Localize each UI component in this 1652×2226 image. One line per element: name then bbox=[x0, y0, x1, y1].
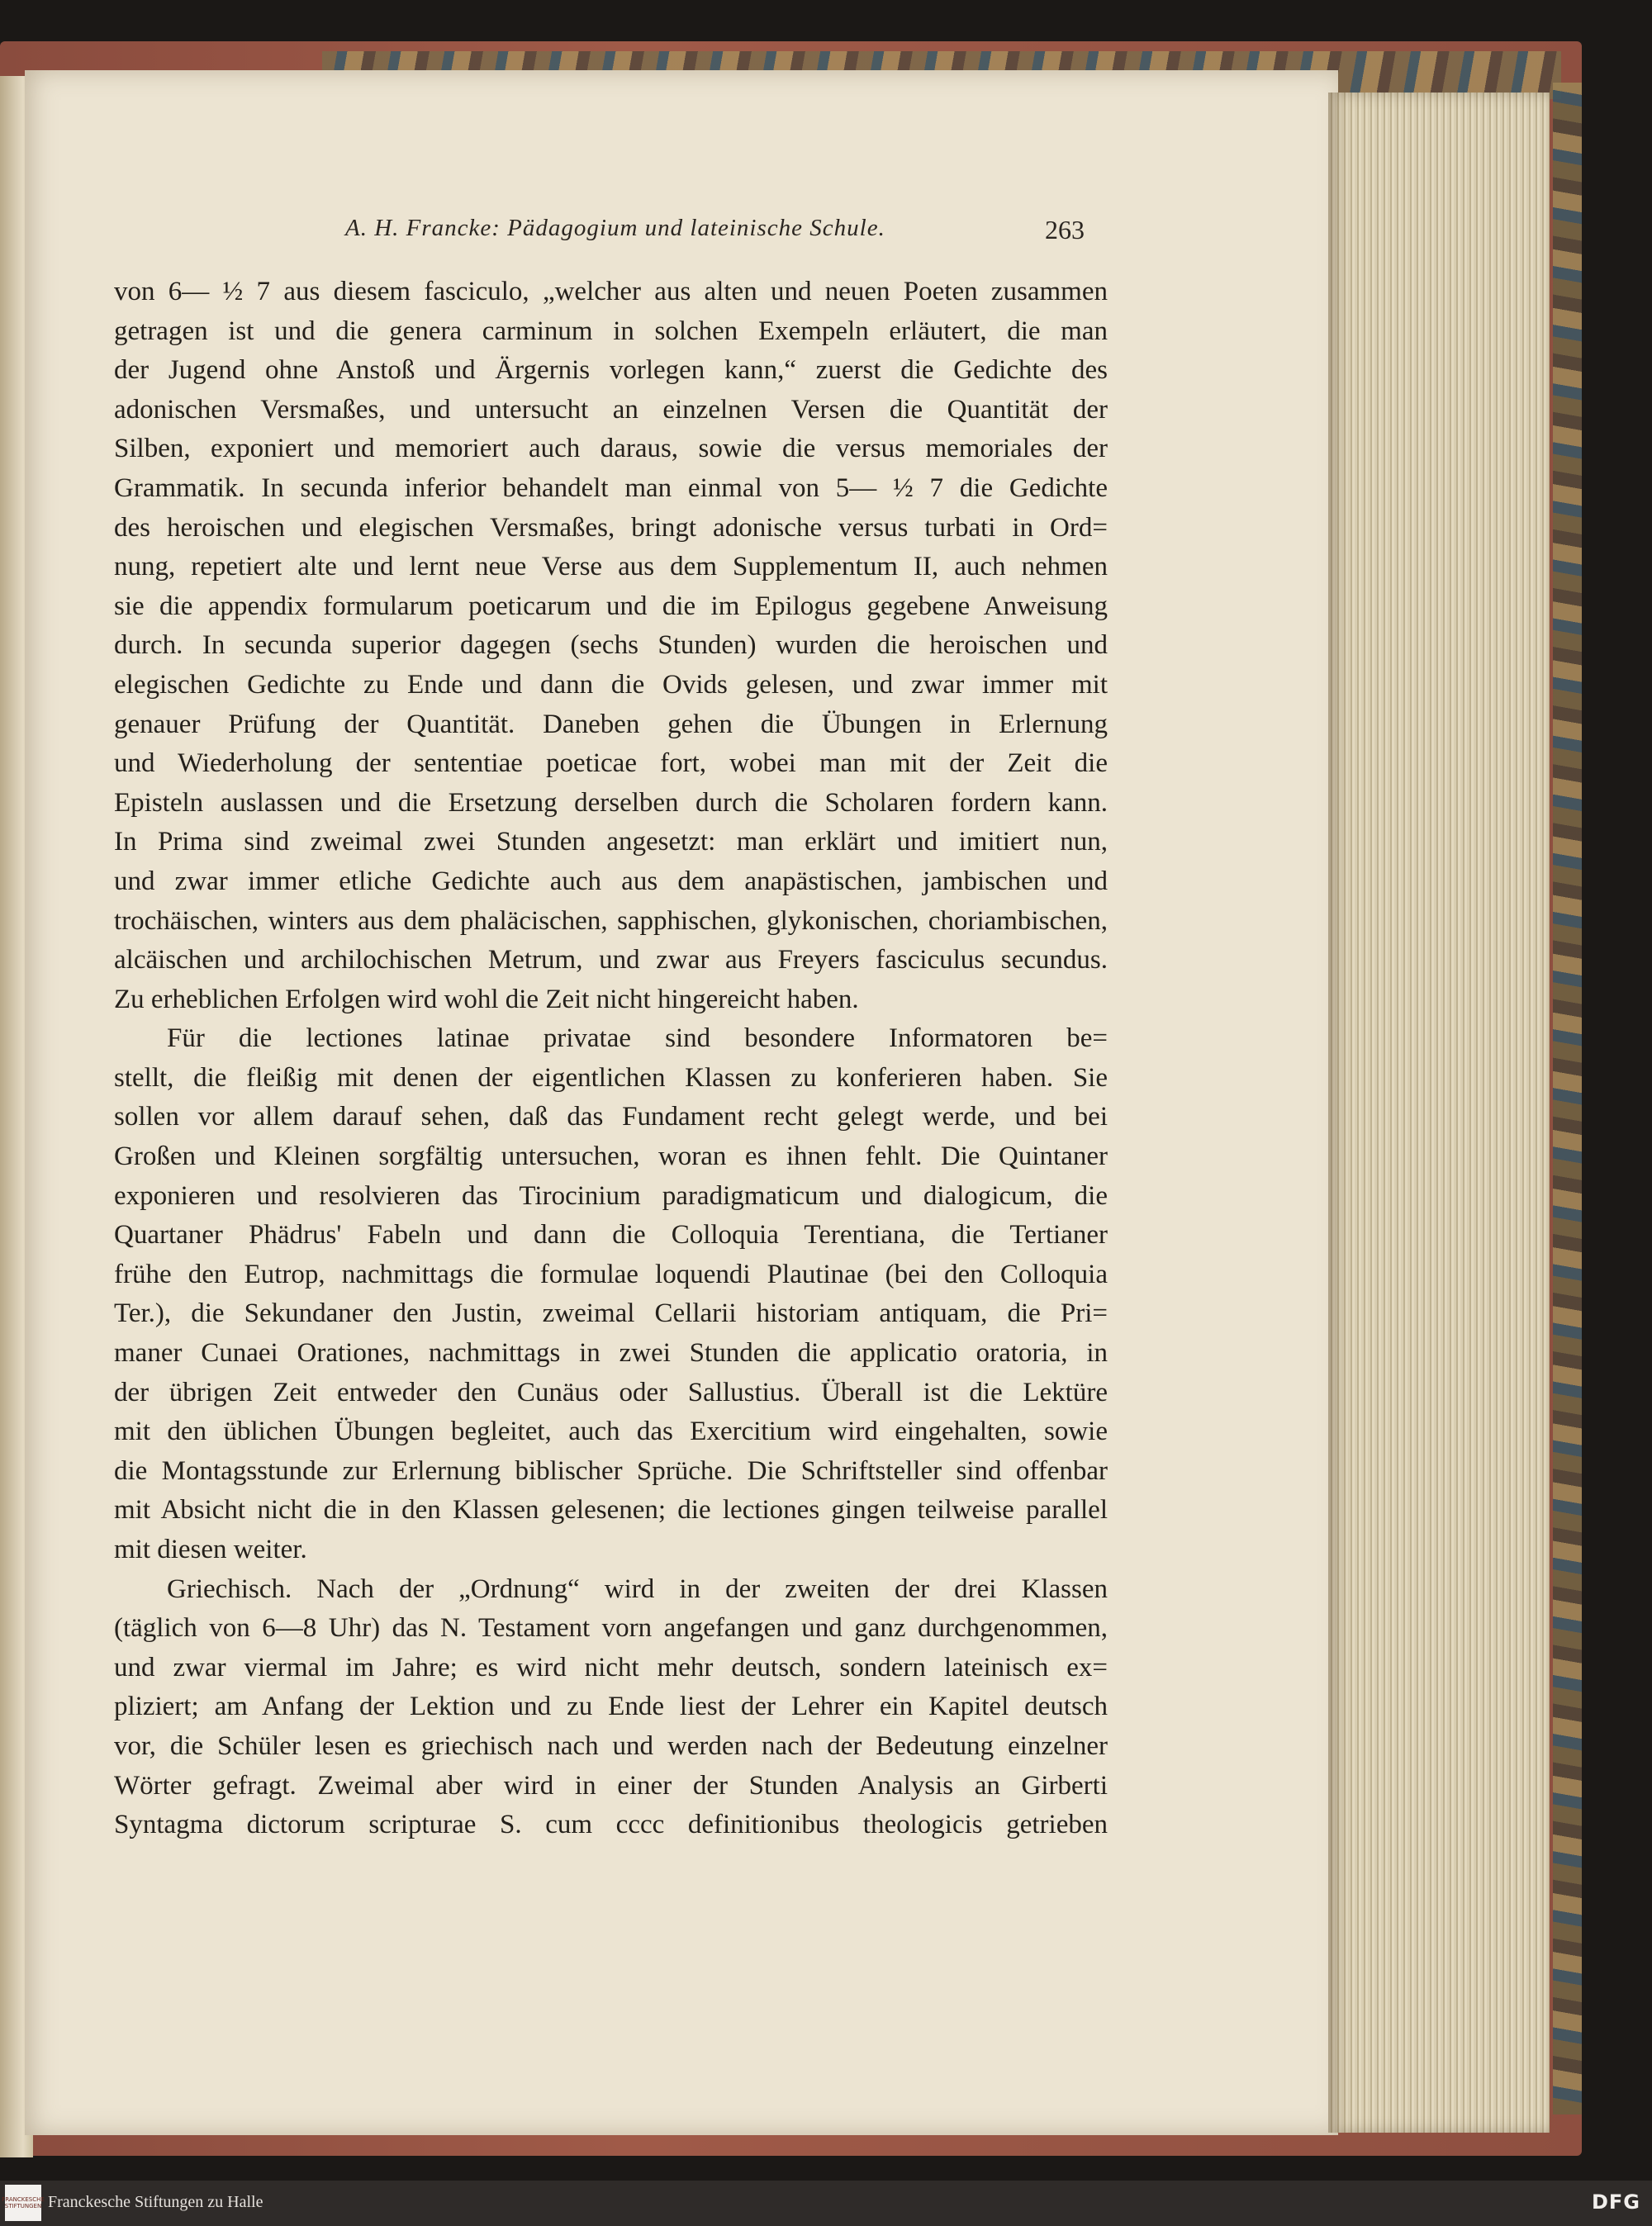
text-line: der übrigen Zeit entweder den Cunäus oder Sallustius. Überall ist die Lektüre bbox=[114, 1377, 1108, 1407]
text-line: und zwar viermal im Jahre; es wird nicht mehr deutsch, sondern lateinisch ex= bbox=[114, 1652, 1108, 1683]
text-line: frühe den Eutrop, nachmittags die formulae loquendi Plautinae (bei den Colloquia bbox=[114, 1259, 1108, 1289]
institution-name[interactable]: Franckesche Stiftungen zu Halle bbox=[48, 2193, 263, 2211]
text-line: vor, die Schüler lesen es griechisch nach und werden nach der Bedeutung einzelner bbox=[114, 1730, 1108, 1761]
text-line: mit den üblichen Übungen begleitet, auch das Exercitium wird eingehalten, sowie bbox=[114, 1417, 1108, 1447]
text-line: maner Cunaei Orationes, nachmittags in zwei Stunden die applicatio oratoria, in bbox=[114, 1338, 1108, 1369]
viewer-footer bbox=[0, 2181, 1652, 2226]
text-line: Quartaner Phädrus' Fabeln und dann die Colloquia Terentiana, die Tertianer bbox=[114, 1220, 1108, 1251]
text-line: trochäischen, winters aus dem phaläcischen, sapphischen, glykonischen, choriambischen, bbox=[114, 905, 1108, 936]
text-line: In Prima sind zweimal zwei Stunden angesetzt: man erklärt und imitiert nun, bbox=[114, 827, 1108, 857]
dfg-logo[interactable]: DFG bbox=[1591, 2190, 1640, 2214]
text-line: des heroischen und elegischen Versmaßes, bringt adonische versus turbati in Ord= bbox=[114, 512, 1108, 543]
text-line: genauer Prüfung der Quantität. Daneben gehen die Übungen in Erlernung bbox=[114, 709, 1108, 739]
text-line: Wörter gefragt. Zweimal aber wird in einer der Stunden Analysis an Girberti bbox=[114, 1770, 1108, 1801]
text-line: mit diesen weiter. bbox=[114, 1535, 307, 1564]
text-line: stellt, die fleißig mit denen der eigentlichen Klassen zu konferieren haben. Sie bbox=[114, 1062, 1108, 1093]
text-line: Syntagma dictorum scripturae S. cum cccc definitionibus theologicis getrieben bbox=[114, 1810, 1108, 1840]
text-line: Episteln auslassen und die Ersetzung derselben durch die Scholaren fordern kann. bbox=[114, 787, 1108, 818]
text-line: adonischen Versmaßes, und untersucht an einzelnen Versen die Quantität der bbox=[114, 394, 1108, 425]
logo-text: FRANCKESCHE STIFTUNGEN bbox=[2, 2196, 45, 2209]
text-line: sie die appendix formularum poeticarum und die im Epilogus gegebene Anweisung bbox=[114, 591, 1108, 621]
page-number: 263 bbox=[1045, 215, 1085, 244]
text-line: von 6— ½ 7 aus diesem fasciculo, „welcher aus alten und neuen Poeten zusammen bbox=[114, 277, 1108, 306]
text-line: (täglich von 6—8 Uhr) das N. Testament vorn angefangen und ganz durchgenommen, bbox=[114, 1613, 1108, 1644]
text-line: Griechisch. Nach der „Ordnung“ wird in der zweiten der drei Klassen bbox=[167, 1573, 1108, 1604]
text-line: Grammatik. In secunda inferior behandelt man einmal von 5— ½ 7 die Gedichte bbox=[114, 472, 1108, 503]
text-line: exponieren und resolvieren das Tirocinium paradigmaticum und dialogicum, die bbox=[114, 1180, 1108, 1211]
text-line: mit Absicht nicht die in den Klassen gelesenen; die lectiones gingen teilweise parallel bbox=[114, 1495, 1108, 1526]
text-line: durch. In secunda superior dagegen (sechs Stunden) wurden die heroischen und bbox=[114, 630, 1108, 661]
text-line: Großen und Kleinen sorgfältig untersuchen, woran es ihnen fehlt. Die Quintaner bbox=[114, 1141, 1108, 1172]
institution-logo[interactable] bbox=[2, 2185, 45, 2221]
text-line: elegischen Gedichte zu Ende und dann die Ovids gelesen, und zwar immer mit bbox=[114, 669, 1108, 700]
page-header bbox=[0, 208, 1652, 258]
page-stack-edge bbox=[1328, 93, 1550, 2133]
text-line: Für die lectiones latinae privatae sind besondere Informatoren be= bbox=[167, 1023, 1108, 1054]
text-line: alcäischen und archilochischen Metrum, und zwar aus Freyers fasciculus secundus. bbox=[114, 945, 1108, 975]
running-head: A. H. Francke: Pädagogium und lateinische Schule. bbox=[345, 215, 885, 241]
text-line: pliziert; am Anfang der Lektion und zu Ende liest der Lehrer ein Kapitel deutsch bbox=[114, 1692, 1108, 1722]
text-line: getragen ist und die genera carminum in solchen Exempeln erläutert, die man bbox=[114, 316, 1108, 346]
text-line: und zwar immer etliche Gedichte auch aus dem anapästischen, jambischen und bbox=[114, 866, 1108, 896]
body-text bbox=[114, 273, 1108, 1845]
text-line: und Wiederholung der sententiae poeticae fort, wobei man mit der Zeit die bbox=[114, 748, 1108, 779]
text-line: nung, repetiert alte und lernt neue Verse aus dem Supplementum II, auch nehmen bbox=[114, 552, 1108, 582]
text-line: Zu erheblichen Erfolgen wird wohl die Zeit nicht hingereicht haben. bbox=[114, 984, 859, 1014]
text-line: die Montagsstunde zur Erlernung biblischer Sprüche. Die Schriftsteller sind offenbar bbox=[114, 1455, 1108, 1486]
text-line: der Jugend ohne Anstoß und Ärgernis vorlegen kann,“ zuerst die Gedichte des bbox=[114, 355, 1108, 386]
text-line: sollen vor allem darauf sehen, daß das Fundament recht gelegt werde, und bei bbox=[114, 1102, 1108, 1132]
text-line: Ter.), die Sekundaner den Justin, zweimal Cellarii historiam antiquam, die Pri= bbox=[114, 1298, 1108, 1329]
marbled-edge-right bbox=[1553, 83, 1582, 2114]
text-line: Silben, exponiert und memoriert auch daraus, sowie die versus memoriales der bbox=[114, 434, 1108, 464]
